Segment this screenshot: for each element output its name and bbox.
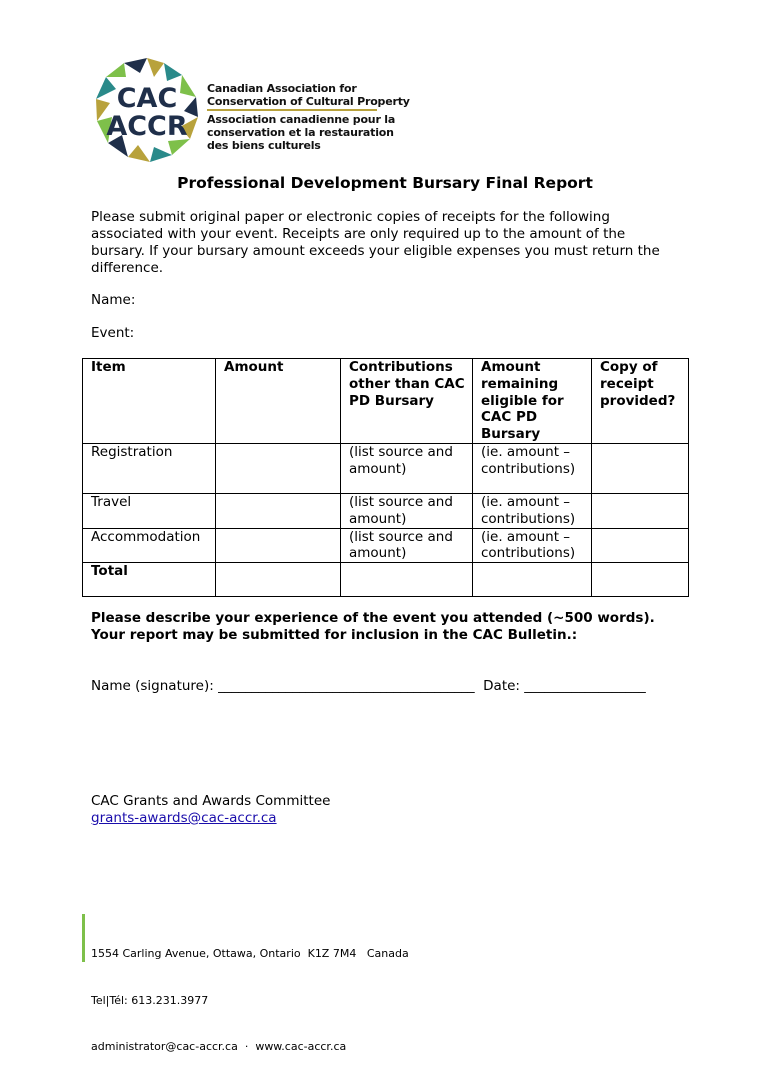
- committee-name: CAC Grants and Awards Committee: [91, 793, 331, 809]
- table-row: [83, 443, 689, 493]
- cell-receipt[interactable]: [592, 493, 689, 528]
- cell-receipt[interactable]: [592, 528, 689, 563]
- cell-amount[interactable]: [216, 493, 341, 528]
- cell-amount[interactable]: [216, 443, 341, 493]
- cell-item: Accommodation: [83, 528, 216, 563]
- cell-contrib[interactable]: (list source and amount): [341, 493, 473, 528]
- cell-contrib[interactable]: (list source and amount): [341, 443, 473, 493]
- cell-total-contrib[interactable]: [341, 563, 473, 597]
- cell-total-label: Total: [83, 563, 216, 597]
- footer-phone: Tel|Tél: 613.231.3977: [91, 993, 209, 1007]
- cell-total-remaining[interactable]: [473, 563, 592, 597]
- logo-mark-cac: CAC: [116, 83, 178, 114]
- footer-web[interactable]: administrator@cac-accr.ca · www.cac-accr.ca: [91, 1040, 347, 1053]
- cell-total-receipt[interactable]: [592, 563, 689, 597]
- expense-table: [82, 358, 689, 597]
- cell-total-amount[interactable]: [216, 563, 341, 597]
- cell-amount[interactable]: [216, 528, 341, 563]
- header-receipt: Copy of receipt provided?: [592, 359, 689, 444]
- logo-divider: [207, 109, 377, 111]
- cell-remaining[interactable]: (ie. amount – contributions): [473, 443, 592, 493]
- header-amount: Amount: [216, 359, 341, 444]
- table-row: [83, 493, 689, 528]
- table-header-row: [83, 359, 689, 444]
- logo-mark-accr: ACCR: [106, 111, 188, 142]
- logo-name-english: Canadian Association for Conservation of Cultural Property: [207, 82, 410, 108]
- signature-line[interactable]: Name (signature): ______________________________________ Date: __________________: [91, 678, 646, 694]
- footer-address: 1554 Carling Avenue, Ottawa, Ontario K1Z 7M4 Canada: [91, 947, 409, 960]
- committee-block: [91, 793, 330, 827]
- experience-prompt: Please describe your experience of the event you attended (~500 words). Your report may be submitted for inclusion in the CAC Bulletin.:: [91, 610, 655, 643]
- table-row: [83, 528, 689, 563]
- intro-paragraph: Please submit original paper or electronic copies of receipts for the following associated with your event. Receipts are only required up to the amount of the bursary. If your bursary amount exceeds your eligible expenses you must return the difference.: [91, 209, 660, 276]
- cell-remaining[interactable]: (ie. amount – contributions): [473, 528, 592, 563]
- header-item: Item: [83, 359, 216, 444]
- cell-item: Registration: [83, 443, 216, 493]
- cell-item: Travel: [83, 493, 216, 528]
- page-title: Professional Development Bursary Final Report: [177, 174, 593, 192]
- logo-name-french: Association canadienne pour la conservation et la restauration des biens culturels: [207, 113, 396, 152]
- footer-contact: [91, 915, 409, 1086]
- footer-accent-bar: [82, 914, 85, 962]
- name-field-label: Name:: [91, 292, 136, 308]
- header-remaining: Amount remaining eligible for CAC PD Bursary: [473, 359, 592, 444]
- table-total-row: [83, 563, 689, 597]
- cell-contrib[interactable]: (list source and amount): [341, 528, 473, 563]
- cac-accr-logo: [92, 55, 202, 165]
- committee-email-link[interactable]: grants-awards@cac-accr.ca: [91, 810, 277, 826]
- cell-remaining[interactable]: (ie. amount – contributions): [473, 493, 592, 528]
- event-field-label: Event:: [91, 325, 135, 341]
- header-contributions: Contributions other than CAC PD Bursary: [341, 359, 473, 444]
- cell-receipt[interactable]: [592, 443, 689, 493]
